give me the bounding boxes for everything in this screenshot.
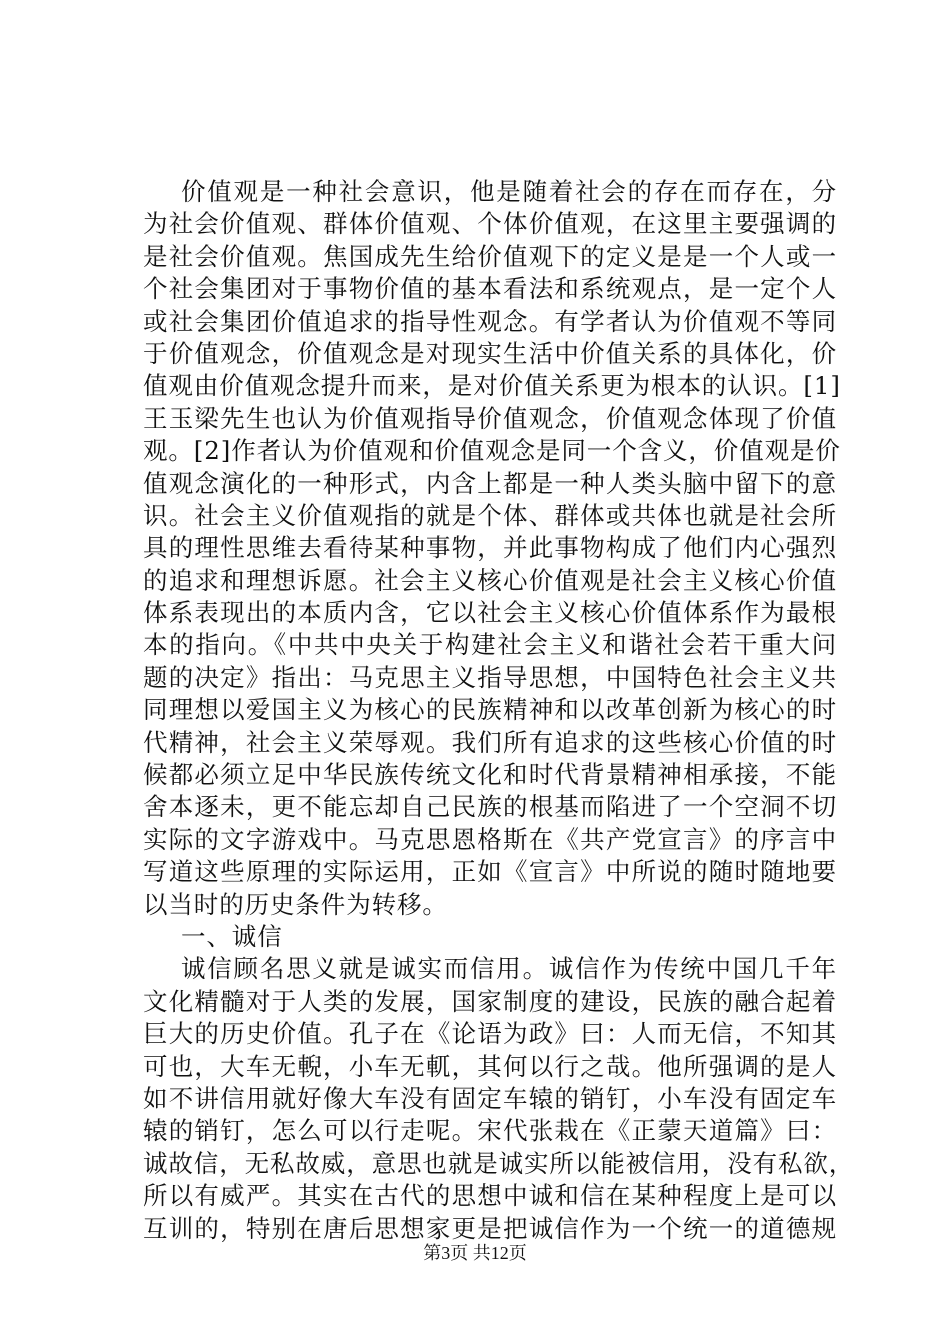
paragraph-line: 于价值观念，价值观念是对现实生活中价值关系的具体化，价	[143, 338, 837, 368]
paragraph-line: 互训的，特别在唐后思想家更是把诚信作为一个统一的道德规	[143, 1213, 837, 1243]
paragraph-line: 可也，大车无輗，小车无軏，其何以行之哉。他所强调的是人	[143, 1051, 837, 1081]
paragraph-line: 识。社会主义价值观指的就是个体、群体或共体也就是社会所	[143, 500, 837, 530]
paragraph-line: 王玉梁先生也认为价值观指导价值观念，价值观念体现了价值	[143, 403, 837, 433]
paragraph-line: 以当时的历史条件为转移。	[143, 889, 448, 919]
paragraph-line: 巨大的历史价值。孔子在《论语为政》曰：人而无信，不知其	[143, 1019, 837, 1049]
paragraph-line: 舍本逐未，更不能忘却自己民族的根基而陷进了一个空洞不切	[143, 792, 837, 822]
paragraph-line: 价值观是一种社会意识，他是随着社会的存在而存在，分	[181, 177, 837, 206]
paragraph-line: 体系表现出的本质内含，它以社会主义核心价值体系作为最根	[143, 598, 837, 628]
paragraph-line: 候都必须立足中华民族传统文化和时代背景精神相承接，不能	[143, 760, 837, 790]
page-number-footer: 第3页 共12页	[423, 1243, 527, 1263]
paragraph-line: 所以有威严。其实在古代的思想中诚和信在某种程度上是可以	[143, 1181, 837, 1211]
paragraph-line: 辕的销钉，怎么可以行走呢。宋代张栽在《正蒙天道篇》曰：	[143, 1116, 837, 1146]
paragraph-line: 为社会价值观、群体价值观、个体价值观，在这里主要强调的	[143, 209, 837, 239]
paragraph-line: 写道这些原理的实际运用，正如《宣言》中所说的随时随地要	[143, 857, 837, 887]
paragraph-line: 值观念演化的一种形式，内含上都是一种人类头脑中留下的意	[143, 468, 837, 498]
paragraph-line: 如不讲信用就好像大车没有固定车辕的销钉，小车没有固定车	[143, 1083, 837, 1113]
paragraph-line: 观。[2]作者认为价值观和价值观念是同一个含义，价值观是价	[143, 436, 841, 466]
paragraph-line: 同理想以爱国主义为核心的民族精神和以改革创新为核心的时	[143, 695, 837, 725]
paragraph-line: 题的决定》指出：马克思主义指导思想，中国特色社会主义共	[143, 662, 837, 692]
paragraph-line: 文化精髓对于人类的发展，国家制度的建设，民族的融合起着	[143, 986, 837, 1016]
body-text	[143, 176, 855, 1245]
paragraph-line: 诚故信，无私故威，意思也就是诚实所以能被信用，没有私欲，	[143, 1148, 855, 1178]
paragraph-line: 代精神，社会主义荣辱观。我们所有追求的这些核心价值的时	[143, 727, 837, 757]
paragraph-line: 个社会集团对于事物价值的基本看法和系统观点，是一定个人	[143, 274, 837, 304]
paragraph-line: 具的理性思维去看待某种事物，并此事物构成了他们内心强烈	[143, 533, 837, 563]
paragraph-line: 实际的文字游戏中。马克思恩格斯在《共产党宣言》的序言中	[143, 824, 837, 854]
section-heading: 一、诚信	[181, 921, 283, 951]
paragraph-line: 是社会价值观。焦国成先生给价值观下的定义是是一个人或一	[143, 241, 837, 271]
paragraph-line: 的追求和理想诉愿。社会主义核心价值观是社会主义核心价值	[143, 565, 837, 595]
paragraph-line: 本的指向。《中共中央关于构建社会主义和谐社会若干重大问	[143, 630, 837, 660]
paragraph-line: 诚信顾名思义就是诚实而信用。诚信作为传统中国几千年	[181, 954, 837, 984]
paragraph-line: 或社会集团价值追求的指导性观念。有学者认为价值观不等同	[143, 306, 837, 336]
paragraph-line: 值观由价值观念提升而来，是对价值关系更为根本的认识。[1]	[143, 371, 841, 401]
